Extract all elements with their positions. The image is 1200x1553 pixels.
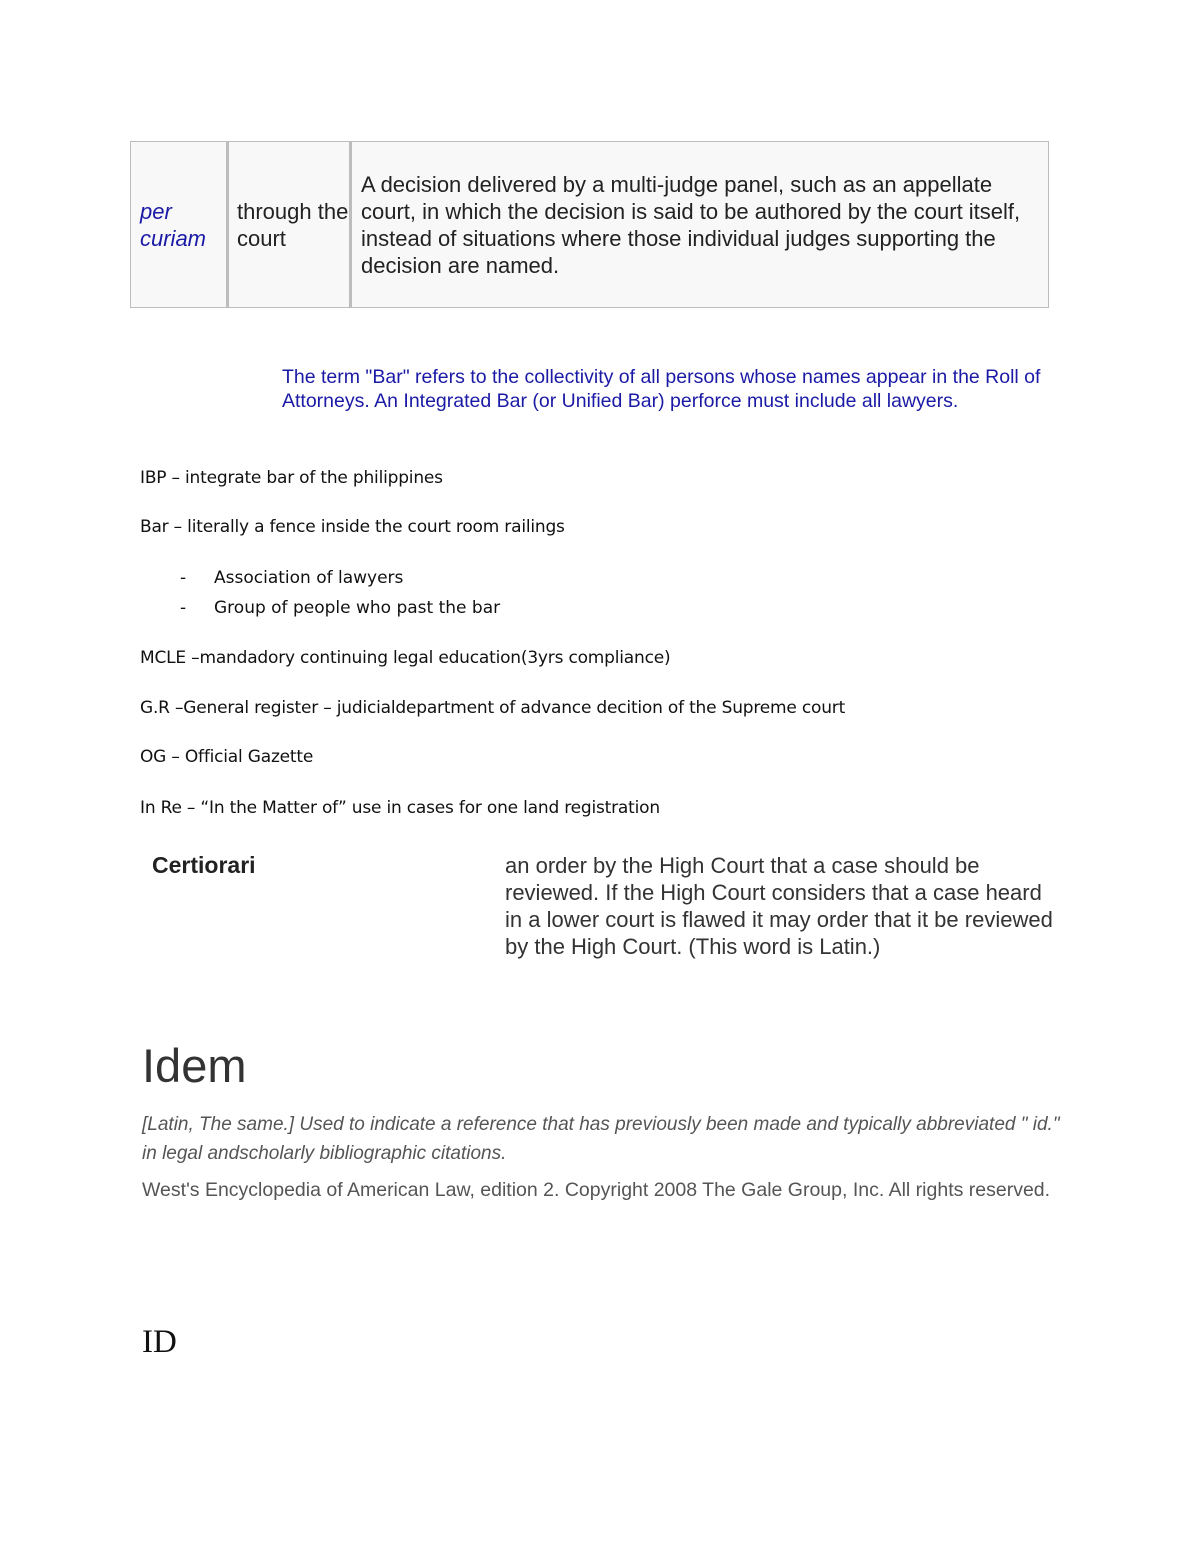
- note-in-re: In Re – “In the Matter of” use in cases for one land registration: [140, 798, 660, 818]
- certiorari-definition: an order by the High Court that a case should be reviewed. If the High Court considers that a case heard in a lower court is flawed it may order that it be reviewed by the High Court. (This word is Latin.): [505, 853, 1053, 959]
- note-ibp: IBP – integrate bar of the philippines: [140, 468, 443, 488]
- bullet-text: Association of lawyers: [214, 568, 404, 588]
- bullet-item: [180, 567, 403, 589]
- idem-heading: Idem: [142, 1039, 247, 1092]
- certiorari-term: Certiorari: [152, 852, 256, 878]
- bar-definition: The term "Bar" refers to the collectivity of all persons whose names appear in the Roll of Attorneys. An Integrated Bar (or Unified Bar) perforce must include all lawyers.: [282, 366, 1041, 412]
- id-heading: ID: [142, 1324, 177, 1360]
- latin-terms-table: [130, 141, 1049, 308]
- bullet-dash: -: [180, 568, 187, 588]
- idem-definition: [Latin, The same.] Used to indicate a reference that has previously been made and typically abbreviated " id." in legal andscholarly bibliographic citations.: [142, 1114, 1060, 1164]
- bullet-text: Group of people who past the bar: [214, 598, 501, 618]
- bullet-dash: -: [180, 598, 187, 618]
- note-gr: G.R –General register – judicialdepartment of advance decition of the Supreme court: [140, 698, 846, 718]
- translation-cell: through the court: [229, 142, 352, 307]
- bullet-item: [180, 597, 500, 619]
- note-bar: Bar – literally a fence inside the court room railings: [140, 517, 565, 537]
- note-og: OG – Official Gazette: [140, 747, 314, 767]
- term-cell: [131, 142, 229, 307]
- term-per-curiam: per curiam: [140, 198, 207, 251]
- note-mcle: MCLE –mandadory continuing legal education(3yrs compliance): [140, 648, 671, 668]
- definition-cell: A decision delivered by a multi-judge panel, such as an appellate court, in which the decision is said to be authored by the court itself, instead of situations where those individual judges supporting the decision are named.: [361, 171, 1021, 278]
- idem-source: West's Encyclopedia of American Law, edition 2. Copyright 2008 The Gale Group, Inc. All rights reserved.: [142, 1179, 1051, 1201]
